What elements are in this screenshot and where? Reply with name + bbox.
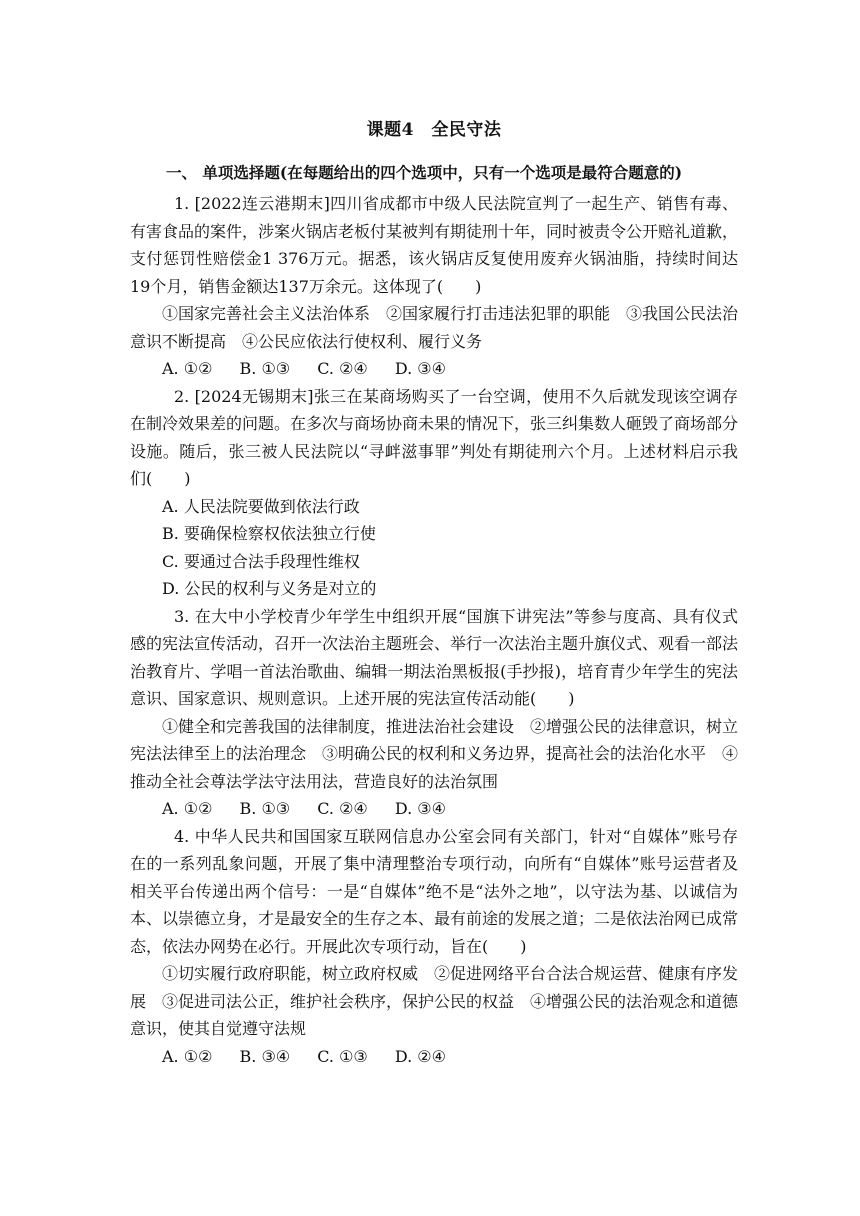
question-1 bbox=[130, 190, 738, 383]
option-b: B. ①③ bbox=[239, 799, 291, 818]
option-d: D. ②④ bbox=[394, 1046, 446, 1066]
question-statements: ①切实履行政府职能，树立政府权威 ②促进网络平台合法合规运营、健康有序发展 ③促进司法公正，维护社会秩序，保护公民的权益 ④增强公民的法治观念和道德意识，使其自觉遵守法规 bbox=[130, 964, 739, 1038]
question-options bbox=[130, 795, 738, 823]
question-options bbox=[130, 1043, 738, 1071]
option-c: C. 要通过合法手段理性维权 bbox=[162, 551, 360, 571]
question-stem: 3. 在大中小学校青少年学生中组织开展“国旗下讲宪法”等参与度高、具有仪式感的宪法宣传活动，召开一次法治主题班会、举行一次法治主题升旗仪式、观看一部法治教育片、学唱一首法治歌曲、编辑一期法治黑板报(手抄报)，培育青少年学生的宪法意识、国家意识、规则意识。上述开展的宪法宣传活动能( ) bbox=[130, 606, 739, 708]
page-title: 课题4 全民守法 bbox=[366, 120, 502, 140]
question-stem: 2. [2024无锡期末]张三在某商场购买了一台空调，使用不久后就发现该空调存在制冷效果差的问题。在多次与商场协商未果的情况下，张三纠集数人砸毁了商场部分设施。随后，张三被人民法院以“寻衅滋事罪”判处有期徒刑六个月。上述材料启示我们( ) bbox=[130, 386, 739, 488]
document-page bbox=[130, 118, 738, 1070]
option-a: A. ①② bbox=[162, 799, 213, 818]
section-heading: 一、 单项选择题(在每题给出的四个选项中，只有一个选项是最符合题意的) bbox=[166, 163, 683, 182]
option-b: B. ③④ bbox=[239, 1046, 291, 1066]
option-a: A. ①② bbox=[162, 1046, 213, 1066]
question-stem: 1. [2022连云港期末]四川省成都市中级人民法院宣判了一起生产、销售有毒、有害食品的案件，涉案火锅店老板付某被判有期徒刑十年，同时被责令公开赔礼道歉，支付惩罚性赔偿金1 376万元。据悉，该火锅店反复使用废弃火锅油脂，持续时间达19个月，销售金额达137万余元。这体现了( ) bbox=[130, 194, 739, 296]
option-a: A. ①② bbox=[162, 359, 213, 378]
option-d: D. 公民的权利与义务是对立的 bbox=[162, 579, 377, 598]
question-statements: ①国家完善社会主义法治体系 ②国家履行打击违法犯罪的职能 ③我国公民法治意识不断提高 ④公民应依法行使权利、履行义务 bbox=[130, 304, 739, 351]
option-c: C. ①③ bbox=[317, 1046, 368, 1066]
option-b: B. ①③ bbox=[239, 359, 291, 378]
question-2 bbox=[130, 383, 738, 603]
option-b: B. 要确保检察权依法独立行使 bbox=[162, 524, 376, 543]
question-stem: 4. 中华人民共和国国家互联网信息办公室会同有关部门，针对“自媒体”账号存在的一系列乱象问题，开展了集中清理整治专项行动，向所有“自媒体”账号运营者及相关平台传递出两个信号：一是“自媒体”绝不是“法外之地”，以守法为基、以诚信为本、以崇德立身，才是最安全的生存之本、最有前途的发展之道；二是依法治网已成常态，依法办网势在必行。开展此次专项行动，旨在( ) bbox=[130, 826, 739, 956]
option-c: C. ②④ bbox=[317, 799, 368, 818]
option-d: D. ③④ bbox=[394, 359, 446, 378]
question-4 bbox=[130, 823, 738, 1071]
question-statements: ①健全和完善我国的法律制度，推进法治社会建设 ②增强公民的法律意识，树立宪法法律至上的法治理念 ③明确公民的权利和义务边界，提高社会的法治化水平 ④推动全社会尊法学法守法用法，营造良好的法治氛围 bbox=[130, 716, 739, 791]
option-d: D. ③④ bbox=[394, 799, 446, 818]
option-a: A. 人民法院要做到依法行政 bbox=[162, 496, 360, 516]
question-options bbox=[130, 355, 738, 383]
question-3 bbox=[130, 603, 738, 823]
option-c: C. ②④ bbox=[317, 359, 368, 378]
